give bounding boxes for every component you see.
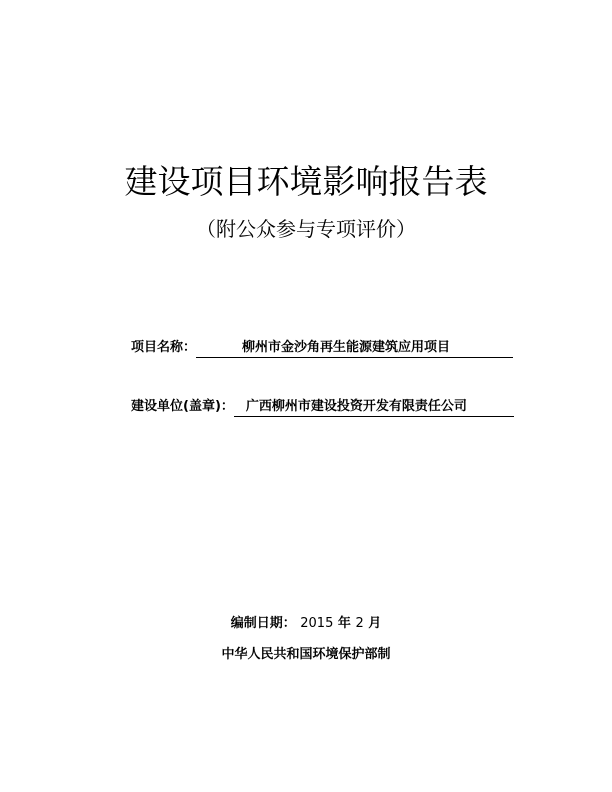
compile-date-label: 编制日期： xyxy=(230,616,296,631)
issuing-authority: 中华人民共和国环境保护部制 xyxy=(221,647,391,662)
report-subtitle: （附公众参与专项评价） xyxy=(196,217,416,241)
construction-unit-label: 建设单位(盖章)： xyxy=(131,399,234,414)
construction-unit-value: 广西柳州市建设投资开发有限责任公司 xyxy=(234,398,514,417)
compile-date-year: 2015 xyxy=(300,616,334,631)
compile-date xyxy=(0,614,612,634)
project-name-row xyxy=(131,338,513,358)
project-name-value: 柳州市金沙角再生能源建筑应用项目 xyxy=(196,339,513,358)
project-name-label: 项目名称： xyxy=(131,340,197,355)
compile-date-month-unit: 月 xyxy=(368,616,382,631)
report-title: 建设项目环境影响报告表 xyxy=(124,162,488,201)
construction-unit-row xyxy=(131,397,514,417)
compile-date-month: 2 xyxy=(355,616,364,631)
compile-date-year-unit: 年 xyxy=(337,616,351,631)
